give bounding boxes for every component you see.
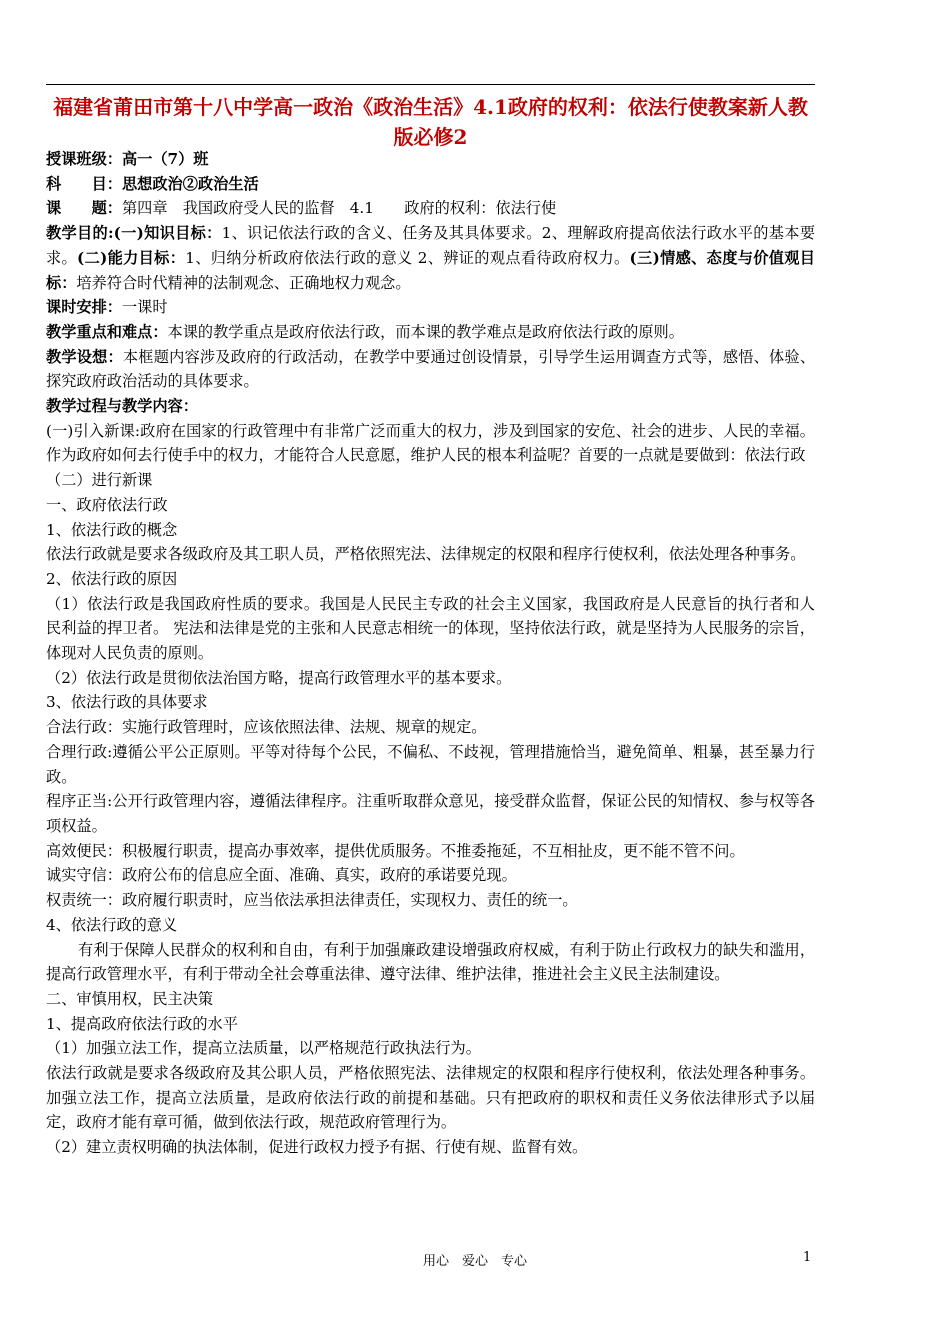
paragraph bbox=[46, 863, 815, 888]
paragraph bbox=[46, 320, 815, 345]
paragraph-text: 依法行政就是要求各级政府及其公职人员，严格依照宪法、法律规定的权限和程序行使权利，依法处理各种事务。加强立法工作，提高立法质量，是政府依法行政的前提和基础。只有把政府的职权和责任义务依法律形式予以届定，政府才能有章可循，做到依法行政，规范政府管理行为。 bbox=[46, 1064, 815, 1132]
paragraph bbox=[46, 839, 815, 864]
paragraph-text: 权责统一：政府履行职责时，应当依法承担法律责任，实现权力、责任的统一。 bbox=[46, 891, 578, 910]
paragraph-text: 1、识记依法行政的含义、任务及其具体要求。2、理解政府提高依法行政水平的基本要求。 bbox=[46, 224, 815, 267]
paragraph-text: 合法行政：实施行政管理时，应该依照法律、法规、规章的规定。 bbox=[46, 718, 487, 737]
header-rule bbox=[46, 84, 815, 85]
paragraph-label: (三)情感、态度与价值观目标： bbox=[46, 248, 815, 292]
paragraph-text: 二、审慎用权，民主决策 bbox=[46, 989, 214, 1008]
paragraph-text: 依法行政就是要求各级政府及其工职人员，严格依照宪法、法律规定的权限和程序行使权利，依法处理各种事务。 bbox=[46, 545, 806, 564]
footer-motto: 用心 爱心 专心 bbox=[422, 1254, 527, 1269]
paragraph bbox=[46, 567, 815, 592]
paragraph bbox=[46, 419, 815, 468]
paragraph-text: 一、政府依法行政 bbox=[46, 495, 168, 514]
paragraph bbox=[46, 147, 815, 172]
paragraph bbox=[46, 888, 815, 913]
paragraph-text: （2）建立责权明确的执法体制，促进行政权力授予有据、行使有规、监督有效。 bbox=[46, 1138, 588, 1157]
paragraph-label: 教学目的:(一)知识目标： bbox=[46, 224, 222, 243]
page-footer bbox=[0, 1250, 950, 1270]
document-title: 福建省莆田市第十八中学高一政治《政治生活》4.1政府的权利：依法行使教案新人教版必修2 bbox=[53, 95, 808, 149]
paragraph-label: 授课班级：高一（7）班 bbox=[46, 150, 209, 168]
paragraph bbox=[46, 1061, 815, 1135]
paragraph bbox=[46, 690, 815, 715]
paragraph-text: 1、依法行政的概念 bbox=[46, 520, 178, 539]
paragraph-text: （1）加强立法工作，提高立法质量，以严格规范行政执法行为。 bbox=[46, 1039, 481, 1058]
paragraph-text: (一)引入新课:政府在国家的行政管理中有非常广泛而重大的权力，涉及到国家的安危、社会的进步、人民的幸福。作为政府如何去行使手中的权力，才能符合人民意愿，维护人民的根本利益呢？首要的一点就是要做到：依法行政 bbox=[46, 421, 815, 465]
paragraph bbox=[46, 987, 815, 1012]
paragraph-text: 一课时 bbox=[121, 298, 168, 317]
paragraph-text: 2、依法行政的原因 bbox=[46, 569, 178, 588]
paragraph-label: 教学过程与教学内容： bbox=[46, 397, 198, 416]
paragraph bbox=[46, 518, 815, 543]
paragraph bbox=[46, 592, 815, 666]
paragraph-label: (二)能力目标： bbox=[77, 248, 186, 267]
paragraph-text: 4、依法行政的意义 bbox=[46, 915, 178, 934]
paragraph-label: 课时安排： bbox=[46, 298, 122, 317]
paragraph bbox=[46, 345, 815, 394]
paragraph-label: 课 题： bbox=[46, 199, 122, 218]
paragraph bbox=[46, 789, 815, 838]
paragraph bbox=[46, 913, 815, 938]
paragraph-text: 本课的教学重点是政府依法行政，而本课的教学难点是政府依法行政的原则。 bbox=[167, 322, 684, 341]
paragraph bbox=[46, 666, 815, 691]
paragraph bbox=[46, 1135, 815, 1160]
paragraph-label: 教学重点和难点： bbox=[46, 322, 168, 341]
paragraph-text: （二）进行新课 bbox=[46, 471, 153, 490]
paragraph-text: 高效便民：积极履行职责，提高办事效率，提供优质服务。不推委拖延，不互相扯皮，更不能不管不问。 bbox=[46, 841, 745, 860]
paragraph-text: 诚实守信：政府公布的信息应全面、准确、真实，政府的承诺要兑现。 bbox=[46, 866, 517, 885]
paragraph-text: 1、归纳分析政府依法行政的意义 2、辨证的观点看待政府权力。 bbox=[185, 248, 630, 267]
paragraph bbox=[46, 196, 815, 221]
paragraph bbox=[46, 221, 815, 295]
paragraph bbox=[46, 938, 815, 987]
paragraph bbox=[46, 172, 815, 197]
paragraph-text: 合理行政:遵循公平公正原则。平等对待每个公民，不偏私、不歧视，管理措施恰当，避免简单、粗暴，甚至暴力行政。 bbox=[46, 742, 815, 786]
paragraph-text: 本框题内容涉及政府的行政活动，在教学中要通过创设情景，引导学生运用调查方式等，感悟、体验、探究政府政治活动的具体要求。 bbox=[46, 347, 816, 391]
paragraph-label: 科 目：思想政治②政治生活 bbox=[46, 174, 259, 193]
paragraph bbox=[46, 295, 815, 320]
paragraph bbox=[46, 1036, 815, 1061]
paragraph-text: （1）依法行政是我国政府性质的要求。我国是人民民主专政的社会主义国家，我国政府是人民意旨的执行者和人民利益的捍卫者。 宪法和法律是党的主张和人民意志相统一的体现，坚持依法行政，就是坚持为人民服务的宗旨，体现对人民负责的原则。 bbox=[46, 594, 815, 663]
paragraph-text: 有利于保障人民群众的权利和自由，有利于加强廉政建设增强政府权威，有利于防止行政权力的缺失和滥用，提高行政管理水平，有利于带动全社会尊重法律、遵守法律、维护法律，推进社会主义民主法制建设。 bbox=[46, 940, 815, 984]
paragraph bbox=[46, 740, 815, 789]
paragraph-text: 1、提高政府依法行政的水平 bbox=[46, 1014, 238, 1033]
paragraph bbox=[46, 468, 815, 493]
paragraph-label: 教学设想： bbox=[46, 347, 123, 366]
paragraph bbox=[46, 542, 815, 567]
paragraph bbox=[46, 394, 815, 419]
paragraph bbox=[46, 493, 815, 518]
document-body bbox=[46, 147, 815, 1160]
paragraph bbox=[46, 715, 815, 740]
paragraph bbox=[46, 1012, 815, 1037]
page-number: 1 bbox=[803, 1250, 812, 1265]
paragraph-text: 第四章 我国政府受人民的监督 4.1 政府的权利：依法行使 bbox=[121, 199, 557, 218]
paragraph-text: 3、依法行政的具体要求 bbox=[46, 693, 208, 712]
paragraph-text: 培养符合时代精神的法制观念、正确地权力观念。 bbox=[76, 273, 411, 292]
paragraph-text: （2）依法行政是贯彻依法治国方略，提高行政管理水平的基本要求。 bbox=[46, 668, 512, 687]
paragraph-text: 程序正当:公开行政管理内容，遵循法律程序。注重听取群众意见，接受群众监督，保证公民的知情权、参与权等各项权益。 bbox=[46, 792, 815, 835]
